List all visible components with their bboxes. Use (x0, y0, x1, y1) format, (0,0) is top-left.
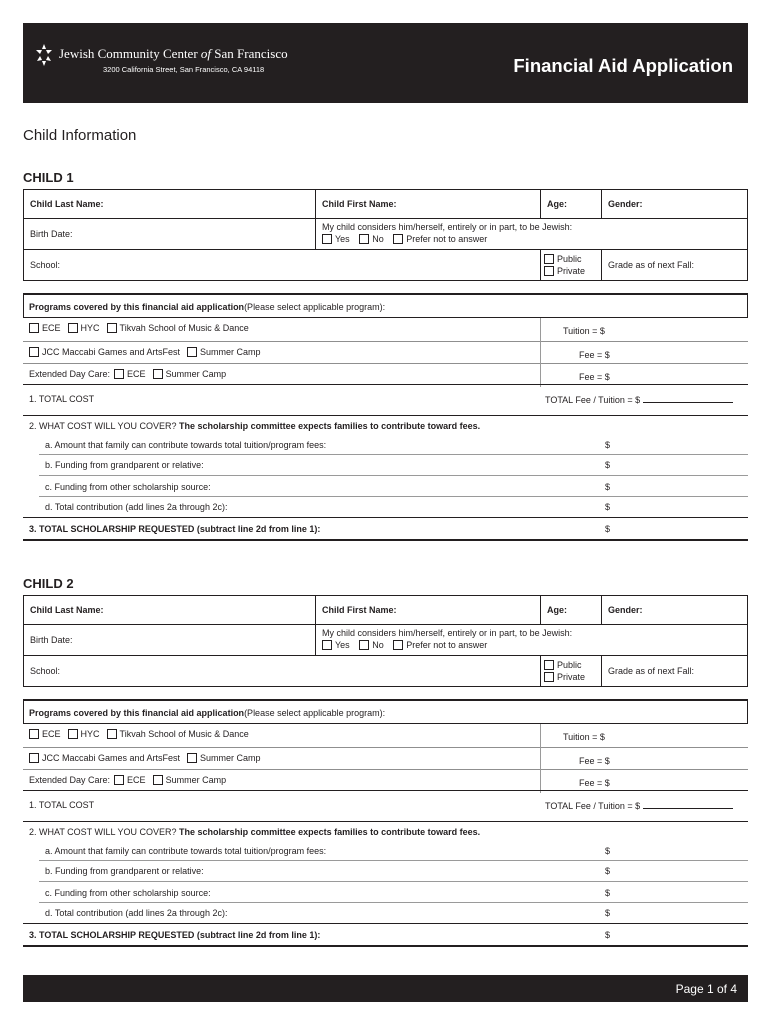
fee-field[interactable]: Fee = $ (579, 756, 610, 766)
total-contribution-dollar[interactable]: $ (605, 502, 611, 512)
total-scholarship-requested-line: 3. TOTAL SCHOLARSHIP REQUESTED (subtract line 2d from line 1): (29, 930, 321, 940)
jewish-prefer-not-checkbox[interactable]: Prefer not to answer (393, 639, 487, 651)
jewish-identity-question-text: My child considers him/herself, entirely or in part, to be Jewish: (322, 628, 573, 638)
child-gender-field[interactable]: Gender: (608, 605, 643, 615)
fee-field[interactable]: Fee = $ (579, 350, 610, 360)
child-age-field[interactable]: Age: (547, 199, 567, 209)
jewish-identity-question (316, 219, 748, 249)
school-type-options (541, 656, 601, 686)
child-last-name-field[interactable]: Child Last Name: (30, 605, 104, 615)
total-contribution-dollar[interactable]: $ (605, 908, 611, 918)
other-scholarship-line: c. Funding from other scholarship source: (45, 482, 211, 492)
grandparent-funding-dollar[interactable]: $ (605, 866, 611, 876)
extended-summer-camp-checkbox[interactable]: Summer Camp (153, 369, 227, 379)
family-contribution-line: a. Amount that family can contribute towards total tuition/program fees: (45, 440, 327, 450)
total-cost-label: 1. TOTAL COST (29, 800, 95, 810)
extended-day-row (29, 775, 233, 785)
programs-table (23, 699, 748, 791)
organization-address: 3200 California Street, San Francisco, CA 94118 (103, 65, 265, 74)
program-row-1 (29, 729, 256, 739)
child-info-table (23, 595, 748, 687)
grade-next-fall-field[interactable]: Grade as of next Fall: (608, 260, 695, 270)
public-school-checkbox[interactable]: Public (544, 659, 582, 671)
private-school-checkbox[interactable]: Private (544, 671, 585, 683)
child-gender-field[interactable]: Gender: (608, 199, 643, 209)
grade-next-fall-field[interactable]: Grade as of next Fall: (608, 666, 695, 676)
school-field[interactable]: School: (30, 666, 61, 676)
total-fee-tuition-field[interactable]: TOTAL Fee / Tuition = $ (545, 394, 733, 405)
program-row-2 (29, 347, 268, 357)
programs-label: Programs covered by this financial aid application (Please select applicable program): (29, 707, 386, 718)
school-type-options (541, 250, 601, 280)
jcc-star-logo-icon (34, 44, 54, 66)
jewish-yes-checkbox[interactable]: Yes (322, 639, 350, 651)
other-scholarship-line: c. Funding from other scholarship source: (45, 888, 211, 898)
total-scholarship-dollar[interactable]: $ (605, 524, 611, 534)
hyc-checkbox[interactable]: HYC (68, 729, 100, 739)
grandparent-funding-dollar[interactable]: $ (605, 460, 611, 470)
family-contribution-dollar[interactable]: $ (605, 846, 611, 856)
program-row-1 (29, 323, 256, 333)
maccabi-artsfest-checkbox[interactable]: JCC Maccabi Games and ArtsFest (29, 347, 180, 357)
jewish-no-checkbox[interactable]: No (359, 233, 384, 245)
family-contribution-line: a. Amount that family can contribute towards total tuition/program fees: (45, 846, 327, 856)
child-last-name-field[interactable]: Child Last Name: (30, 199, 104, 209)
ece-checkbox[interactable]: ECE (29, 729, 61, 739)
private-school-checkbox[interactable]: Private (544, 265, 585, 277)
family-contribution-dollar[interactable]: $ (605, 440, 611, 450)
tikvah-checkbox[interactable]: Tikvah School of Music & Dance (107, 323, 249, 333)
summer-camp-checkbox[interactable]: Summer Camp (187, 753, 261, 763)
extended-ece-checkbox[interactable]: ECE (114, 775, 146, 785)
extended-summer-camp-checkbox[interactable]: Summer Camp (153, 775, 227, 785)
tuition-field[interactable]: Tuition = $ (563, 732, 605, 742)
jewish-identity-question (316, 625, 748, 655)
organization-name: Jewish Community Center of San Francisco (59, 46, 288, 61)
total-scholarship-dollar[interactable]: $ (605, 930, 611, 940)
grandparent-funding-line: b. Funding from grandparent or relative: (45, 460, 204, 470)
child-first-name-field[interactable]: Child First Name: (322, 199, 397, 209)
program-row-2 (29, 753, 268, 763)
tuition-field[interactable]: Tuition = $ (563, 326, 605, 336)
extended-fee-field[interactable]: Fee = $ (579, 778, 610, 788)
child-1-section (23, 170, 748, 552)
total-contribution-line: d. Total contribution (add lines 2a through 2c): (45, 908, 228, 918)
cover-cost-heading: 2. WHAT COST WILL YOU COVER? The scholarship committee expects families to contribute toward fees. (29, 421, 481, 431)
extended-day-row (29, 369, 233, 379)
school-field[interactable]: School: (30, 260, 61, 270)
child-age-field[interactable]: Age: (547, 605, 567, 615)
page-footer (23, 975, 748, 1002)
jewish-identity-question-text: My child considers him/herself, entirely or in part, to be Jewish: (322, 222, 573, 232)
page-header (23, 23, 748, 103)
total-contribution-line: d. Total contribution (add lines 2a through 2c): (45, 502, 228, 512)
child-first-name-field[interactable]: Child First Name: (322, 605, 397, 615)
extended-fee-field[interactable]: Fee = $ (579, 372, 610, 382)
other-scholarship-dollar[interactable]: $ (605, 888, 611, 898)
hyc-checkbox[interactable]: HYC (68, 323, 100, 333)
birth-date-field[interactable]: Birth Date: (30, 635, 73, 645)
jewish-yes-checkbox[interactable]: Yes (322, 233, 350, 245)
maccabi-artsfest-checkbox[interactable]: JCC Maccabi Games and ArtsFest (29, 753, 180, 763)
programs-label: Programs covered by this financial aid application (Please select applicable program): (29, 301, 386, 312)
cover-cost-heading: 2. WHAT COST WILL YOU COVER? The scholarship committee expects families to contribute toward fees. (29, 827, 481, 837)
other-scholarship-dollar[interactable]: $ (605, 482, 611, 492)
child-info-table (23, 189, 748, 281)
jewish-prefer-not-checkbox[interactable]: Prefer not to answer (393, 233, 487, 245)
extended-day-label: Extended Day Care: (29, 369, 111, 379)
extended-ece-checkbox[interactable]: ECE (114, 369, 146, 379)
programs-table (23, 293, 748, 385)
extended-day-label: Extended Day Care: (29, 775, 111, 785)
birth-date-field[interactable]: Birth Date: (30, 229, 73, 239)
child-heading: CHILD 2 (23, 576, 74, 591)
total-scholarship-requested-line: 3. TOTAL SCHOLARSHIP REQUESTED (subtract line 2d from line 1): (29, 524, 321, 534)
summer-camp-checkbox[interactable]: Summer Camp (187, 347, 261, 357)
total-fee-tuition-field[interactable]: TOTAL Fee / Tuition = $ (545, 800, 733, 811)
jewish-no-checkbox[interactable]: No (359, 639, 384, 651)
public-school-checkbox[interactable]: Public (544, 253, 582, 265)
section-title: Child Information (23, 127, 137, 144)
total-cost-label: 1. TOTAL COST (29, 394, 95, 404)
page-number: Page 1 of 4 (675, 982, 737, 996)
child-heading: CHILD 1 (23, 170, 74, 185)
form-title: Financial Aid Application (513, 55, 733, 76)
tikvah-checkbox[interactable]: Tikvah School of Music & Dance (107, 729, 249, 739)
ece-checkbox[interactable]: ECE (29, 323, 61, 333)
grandparent-funding-line: b. Funding from grandparent or relative: (45, 866, 204, 876)
child-2-section (23, 576, 748, 958)
